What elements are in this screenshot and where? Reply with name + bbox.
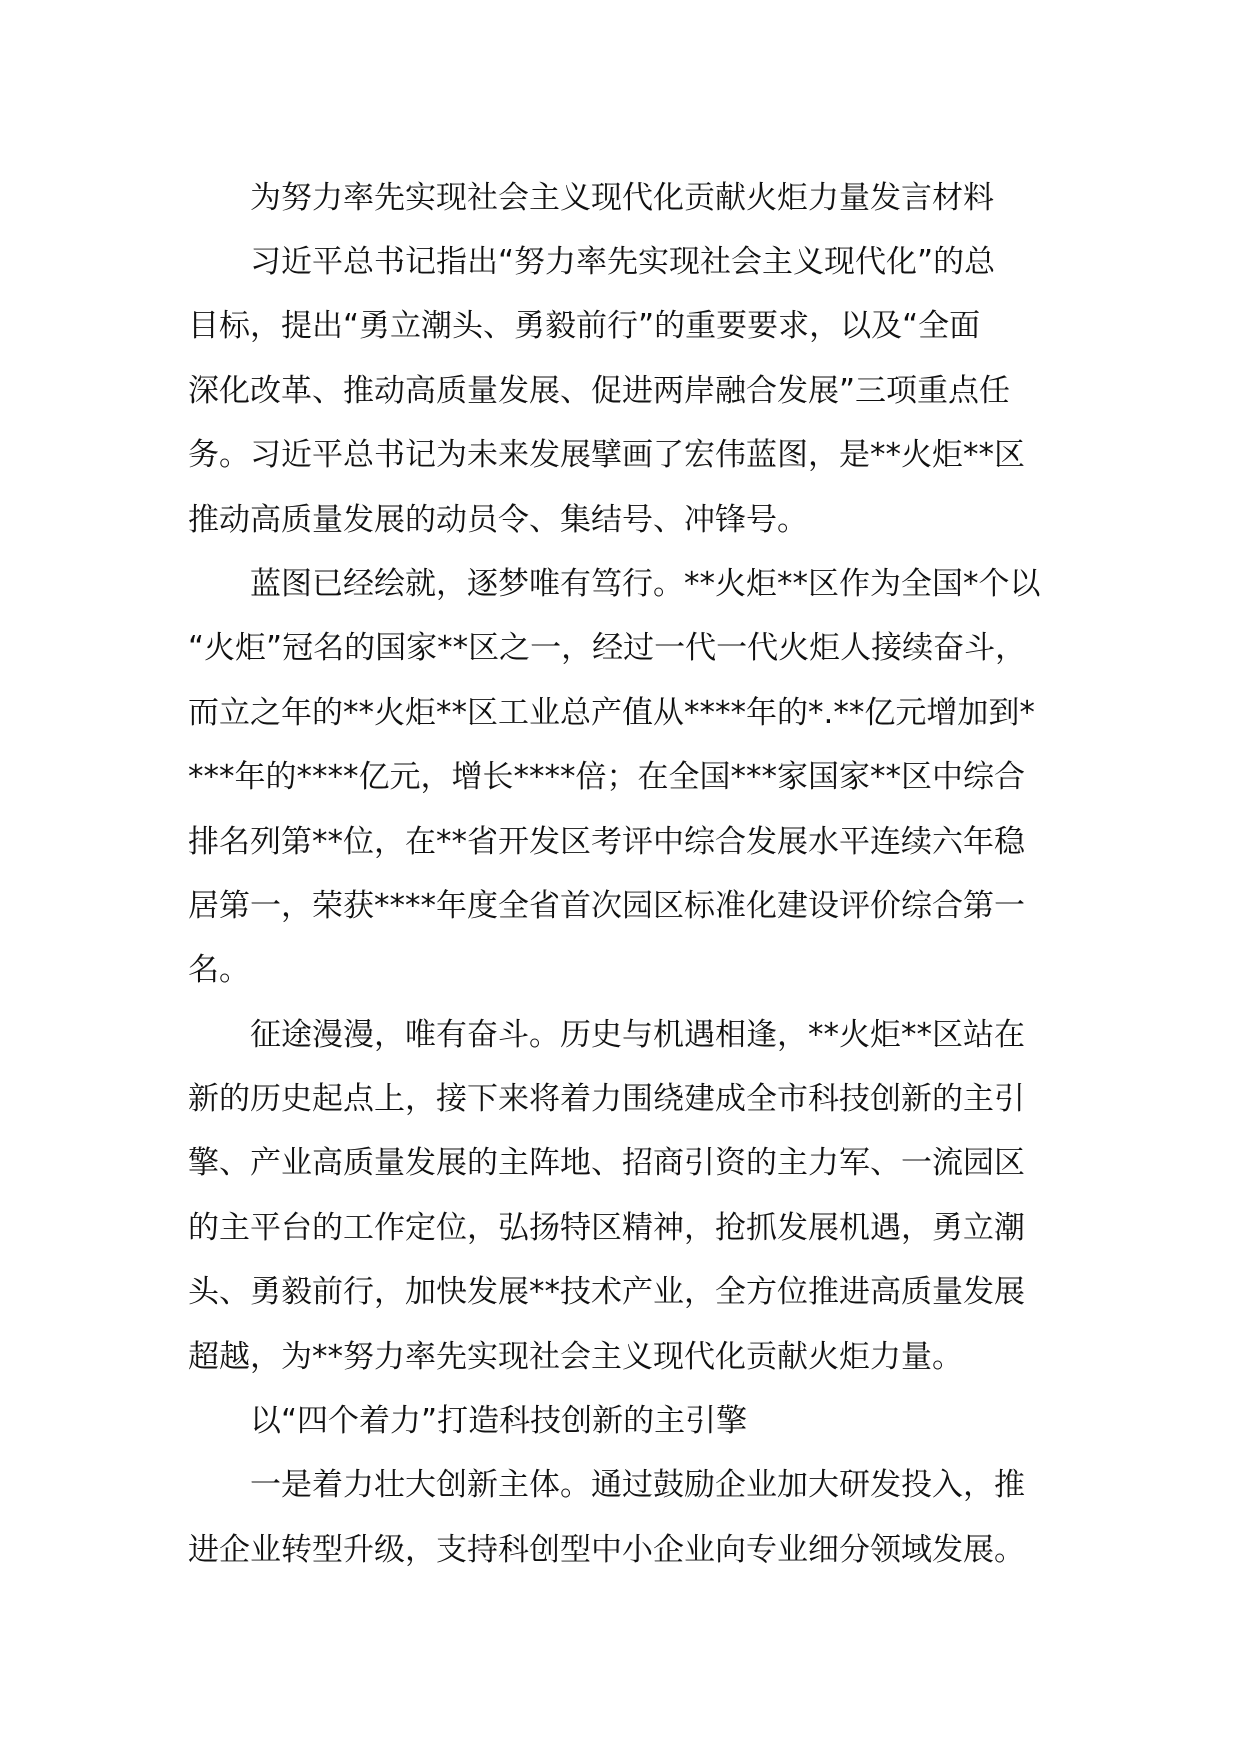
text-line: 头、勇毅前行，加快发展**技术产业，全方位推进高质量发展 bbox=[188, 1274, 1025, 1311]
text-line: 深化改革、推动高质量发展、促进两岸融合发展”三项重点任 bbox=[188, 372, 1011, 409]
paragraph bbox=[188, 1389, 1068, 1453]
document-body bbox=[188, 166, 1068, 1582]
paragraph bbox=[188, 552, 1068, 1003]
text-line: 蓝图已经绘就，逐梦唯有笃行。**火炬**区作为全国*个以 bbox=[250, 565, 1041, 602]
text-line: 居第一，荣获****年度全省首次园区标准化建设评价综合第一 bbox=[188, 887, 1025, 924]
paragraph bbox=[188, 1453, 1068, 1582]
paragraph bbox=[188, 1003, 1068, 1389]
text-line: 而立之年的**火炬**区工业总产值从****年的*.**亿元增加到* bbox=[188, 694, 1035, 731]
text-line: 排名列第**位，在**省开发区考评中综合发展水平连续六年稳 bbox=[188, 823, 1025, 860]
text-line: 征途漫漫，唯有奋斗。历史与机遇相逢，**火炬**区站在 bbox=[250, 1016, 1025, 1053]
paragraph-list bbox=[188, 230, 1068, 1582]
text-line: 目标，提出“勇立潮头、勇毅前行”的重要要求，以及“全面 bbox=[188, 308, 981, 345]
text-line: ***年的****亿元，增长****倍；在全国***家国家**区中综合 bbox=[188, 759, 1025, 796]
text-line: 进企业转型升级，支持科创型中小企业向专业细分领域发展。 bbox=[188, 1531, 1025, 1568]
text-line: 一是着力壮大创新主体。通过鼓励企业加大研发投入，推 bbox=[250, 1467, 1025, 1504]
text-line: 习近平总书记指出“努力率先实现社会主义现代化”的总 bbox=[250, 244, 996, 280]
text-line: 新的历史起点上，接下来将着力围绕建成全市科技创新的主引 bbox=[188, 1081, 1025, 1118]
text-line: 的主平台的工作定位，弘扬特区精神，抢抓发展机遇，勇立潮 bbox=[188, 1209, 1025, 1246]
text-line: 务。习近平总书记为未来发展擘画了宏伟蓝图，是**火炬**区 bbox=[188, 437, 1025, 474]
text-line: 擎、产业高质量发展的主阵地、招商引资的主力军、一流园区 bbox=[188, 1145, 1025, 1182]
text-line: “火炬”冠名的国家**区之一，经过一代一代火炬人接续奋斗， bbox=[188, 630, 1027, 667]
document-title: 为努力率先实现社会主义现代化贡献火炬力量发言材料 bbox=[250, 180, 994, 216]
text-line: 推动高质量发展的动员令、集结号、冲锋号。 bbox=[188, 501, 808, 538]
text-line: 超越，为**努力率先实现社会主义现代化贡献火炬力量。 bbox=[188, 1338, 963, 1375]
text-line: 以“四个着力”打造科技创新的主引擎 bbox=[250, 1403, 748, 1440]
text-line: 名。 bbox=[188, 952, 250, 989]
paragraph bbox=[188, 230, 1068, 552]
